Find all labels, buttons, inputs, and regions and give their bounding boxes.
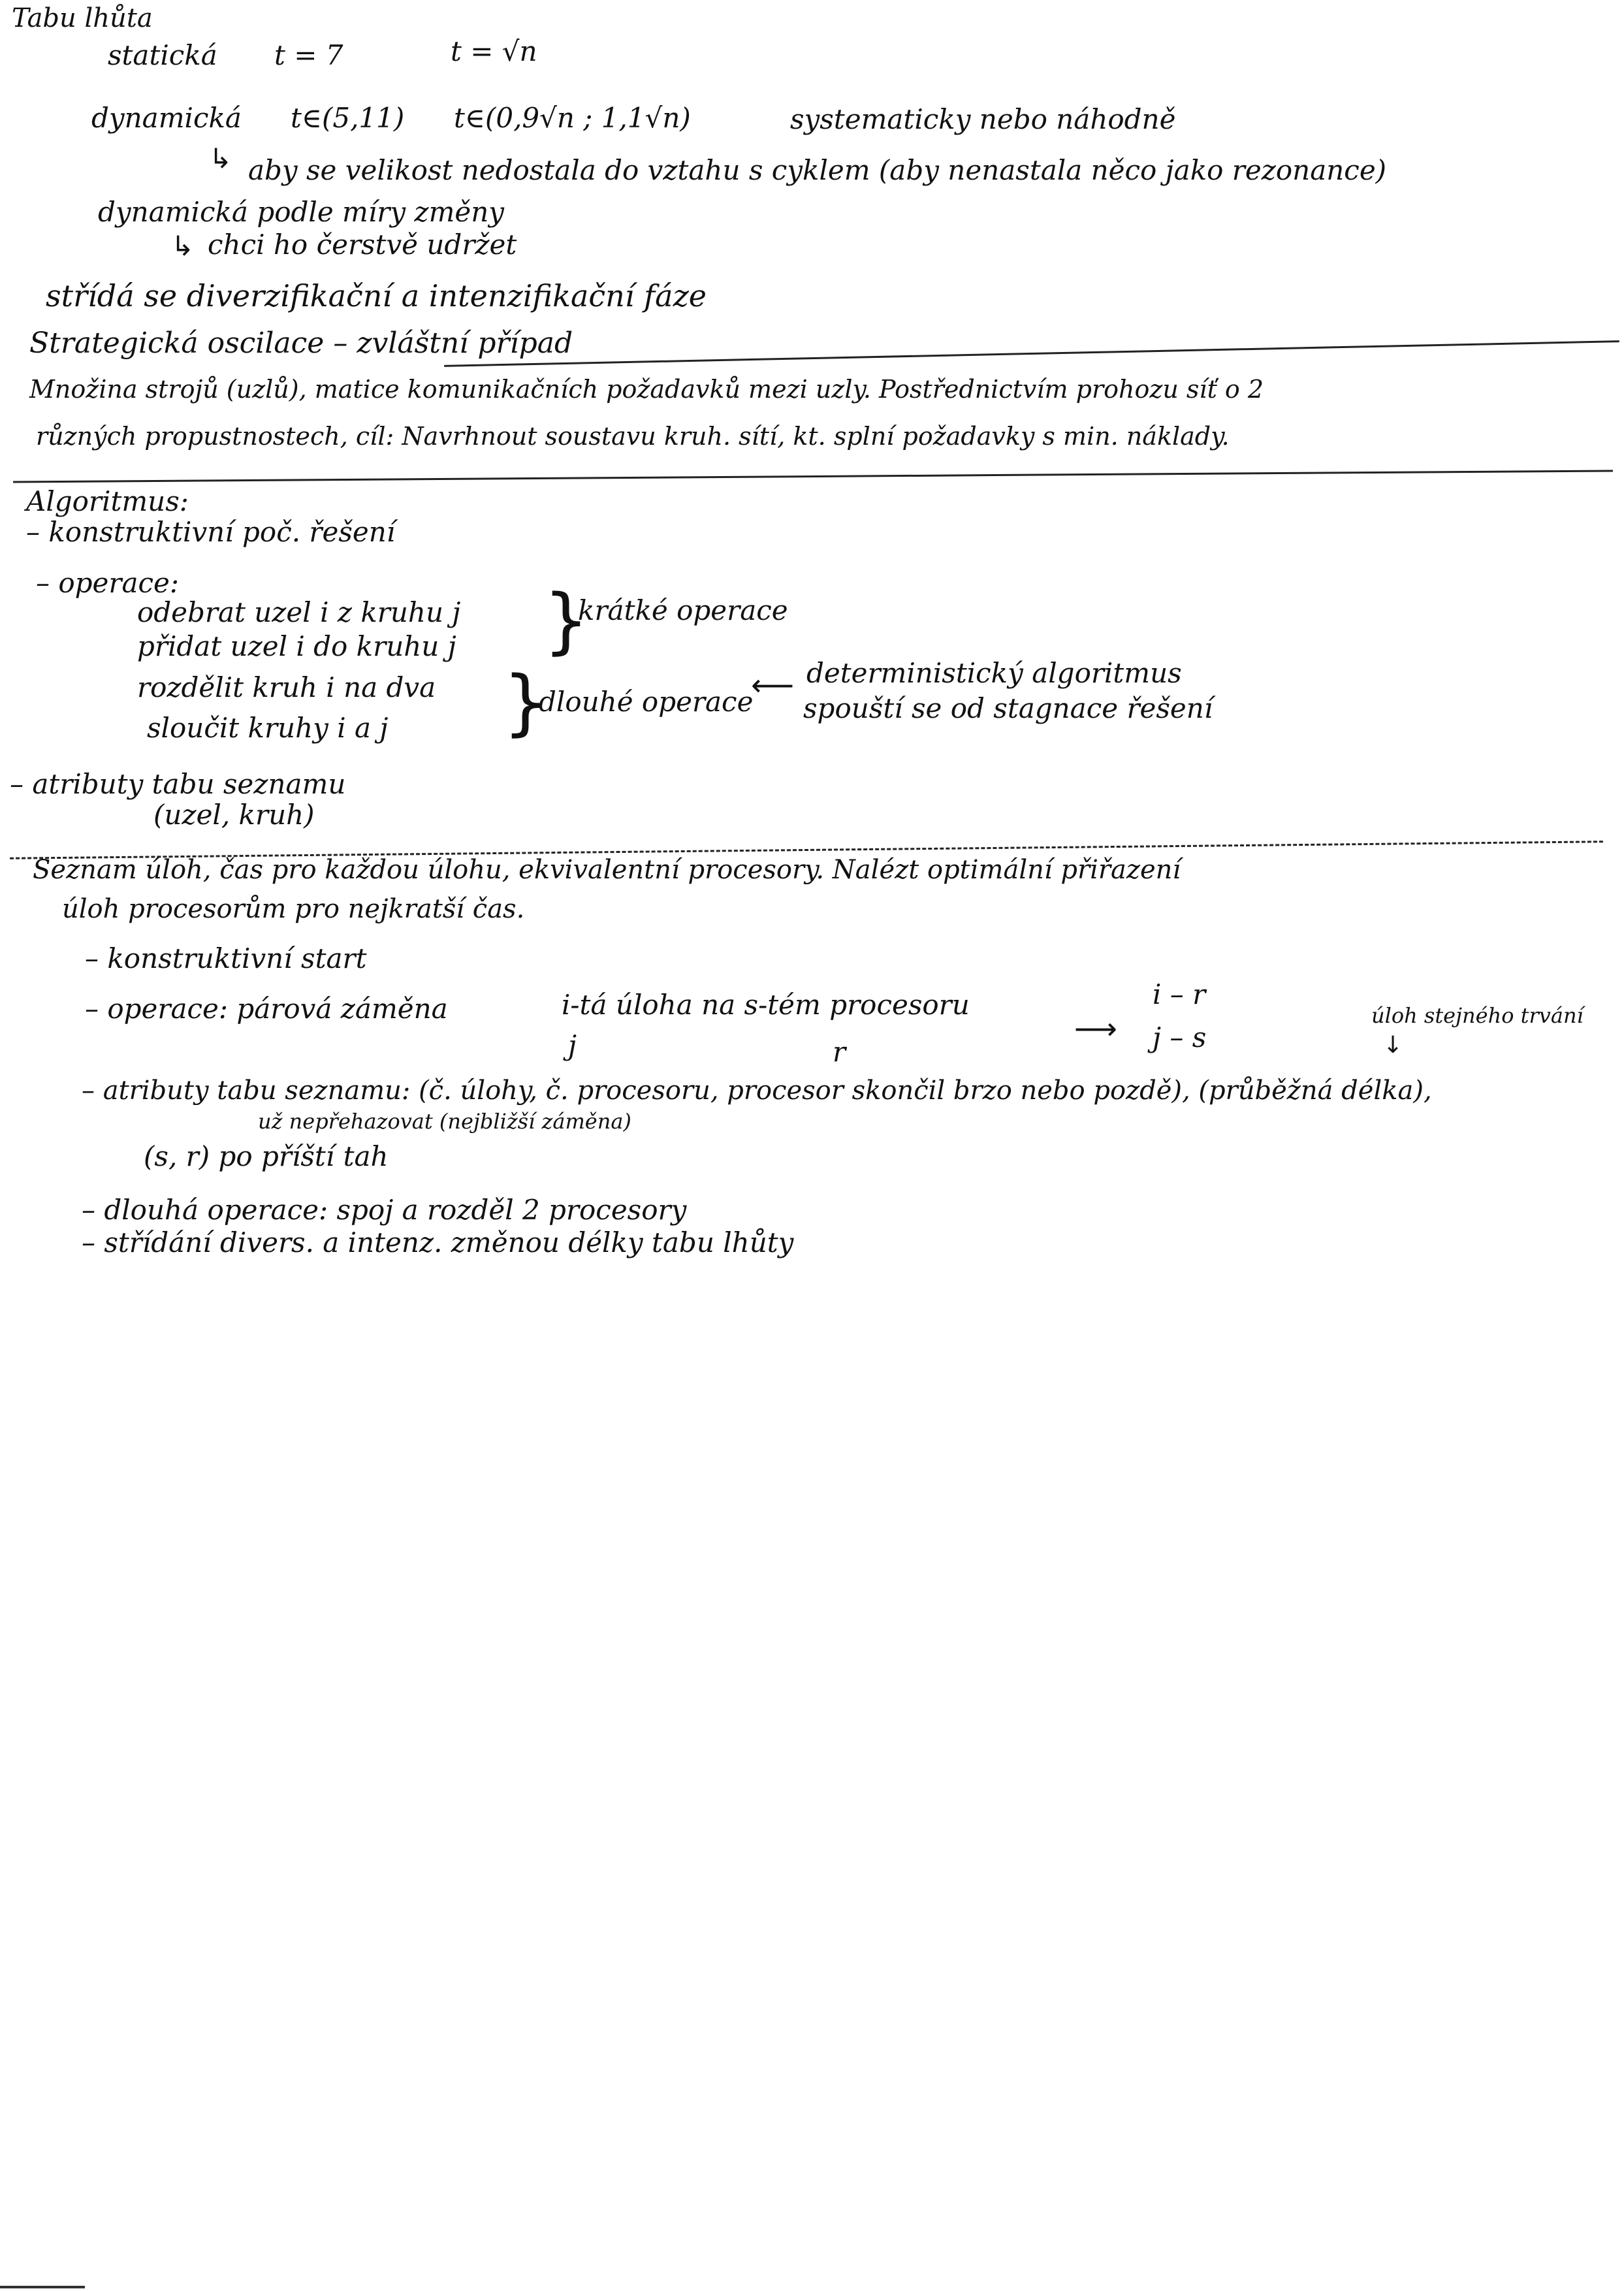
same-duration-note: úloh stejného trvání bbox=[1371, 1003, 1584, 1028]
problem2-line2: úloh procesorům pro nejkratší čas. bbox=[62, 894, 525, 924]
right-arrow-icon: ⟶ bbox=[1074, 1011, 1117, 1046]
static-t2: t = √n bbox=[451, 35, 537, 67]
letter-r: r bbox=[833, 1036, 846, 1068]
tabu-attributes: – atributy tabu seznamu bbox=[10, 768, 346, 800]
dynamic-mode: systematicky nebo náhodně bbox=[790, 103, 1176, 135]
algorithms-heading: Algoritmus: bbox=[26, 485, 189, 517]
long-ops-label: dlouhé operace bbox=[539, 686, 754, 718]
problem2-item3: – atributy tabu seznamu: (č. úlohy, č. procesoru, procesor skončil brzo nebo pozdě), (průběžná délka), bbox=[82, 1076, 1432, 1106]
stagnation-label: spouští se od stagnace řešení bbox=[803, 692, 1213, 724]
tabu-attributes-pair: (uzel, kruh) bbox=[153, 799, 315, 831]
dynamic-reason: aby se velikost nedostala do vztahu s cyklem (aby nenastala něco jako rezonance) bbox=[248, 154, 1387, 186]
operation-item: rozdělit kruh i na dva bbox=[137, 671, 436, 703]
mapping-1: i – r bbox=[1153, 978, 1206, 1010]
problem2-item1: – konstruktivní start bbox=[85, 942, 367, 974]
static-t1: t = 7 bbox=[274, 39, 343, 71]
separator-line bbox=[13, 470, 1613, 483]
problem2-item3-last: (s, r) po příští tah bbox=[144, 1140, 389, 1172]
algorithms-item1: – konstruktivní poč. řešení bbox=[26, 516, 396, 548]
dynamic-range2: t∈(0,9√n ; 1,1√n) bbox=[454, 102, 691, 134]
dynamic2-sub: chci ho čerstvě udržet bbox=[208, 229, 517, 261]
algorithms-item2: – operace: bbox=[36, 567, 180, 599]
operation-item: přidat uzel i do kruhu j bbox=[137, 630, 456, 662]
mapping-2: j – s bbox=[1153, 1021, 1207, 1053]
problem1-line1: Množina strojů (uzlů), matice komunikačních požadavků mezi uzly. Postřednictvím prohozu síť o 2 bbox=[29, 375, 1264, 404]
corner-arrow-icon: ↳ bbox=[171, 230, 195, 262]
problem1-line2: různých propustnostech, cíl: Navrhnout soustavu kruh. sítí, kt. splní požadavky s min. náklady. bbox=[36, 422, 1230, 451]
letter-j: j bbox=[568, 1029, 577, 1061]
problem2-item5: – střídání divers. a intenz. změnou délky tabu lhůty bbox=[82, 1226, 794, 1258]
static-label: statická bbox=[108, 39, 217, 71]
problem2-item4: – dlouhá operace: spoj a rozděl 2 procesory bbox=[82, 1194, 687, 1226]
scan-edge-mark bbox=[0, 2286, 85, 2288]
down-arrow-icon: ↓ bbox=[1383, 1032, 1403, 1059]
problem2-item3-sub: už nepřehazovat (nejbližší záměna) bbox=[258, 1109, 631, 1134]
problem2-item2: – operace: párová záměna bbox=[85, 993, 448, 1025]
problem2-item2-mid: i-tá úloha na s-tém procesoru bbox=[562, 989, 970, 1021]
brace-long-ops: } bbox=[503, 660, 549, 744]
short-ops-label: krátké operace bbox=[578, 594, 788, 626]
page-title: Tabu lhůta bbox=[12, 3, 153, 33]
deterministic-label: deterministický algoritmus bbox=[806, 657, 1182, 689]
operation-item: sloučit kruhy i a j bbox=[147, 712, 389, 744]
problem2-line1: Seznam úloh, čas pro každou úlohu, ekvivalentní procesory. Nalézt optimální přiřazení bbox=[33, 855, 1181, 885]
corner-arrow-icon: ↳ bbox=[209, 142, 232, 174]
separator-line bbox=[444, 340, 1619, 367]
dynamic-range1: t∈(5,11) bbox=[291, 102, 405, 134]
dynamic2-label: dynamická podle míry změny bbox=[98, 196, 505, 228]
alternating-phases: střídá se diverzifikační a intenzifikační fáze bbox=[46, 278, 707, 313]
dynamic-label: dynamická bbox=[91, 102, 242, 134]
left-arrow-icon: ⟵ bbox=[751, 667, 794, 703]
brace-short-ops: } bbox=[543, 579, 589, 662]
operation-item: odebrat uzel i z kruhu j bbox=[137, 596, 461, 628]
strategic-oscillation: Strategická oscilace – zvláštní případ bbox=[29, 327, 573, 360]
